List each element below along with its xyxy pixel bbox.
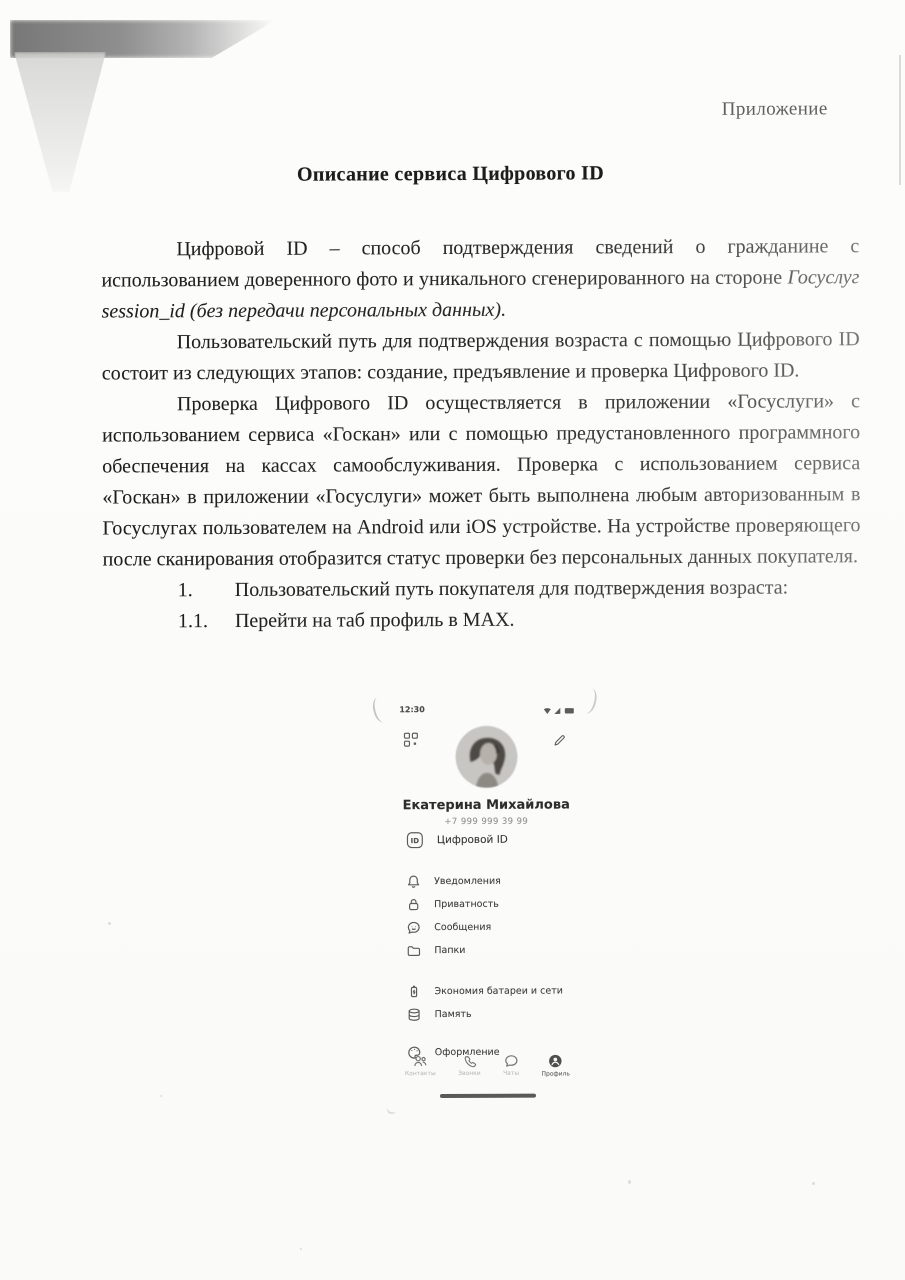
lock-icon (406, 897, 421, 912)
list-number: 1. (177, 579, 193, 602)
menu-label: Оформление (434, 1046, 500, 1058)
menu-item-messages (406, 917, 491, 937)
menu-item-folders (406, 940, 465, 960)
profile-icon (548, 1054, 563, 1069)
menu-label: Уведомления (434, 875, 501, 887)
status-time: 12:30 (399, 705, 425, 715)
menu-label: Приватность (434, 898, 499, 910)
menu-item-privacy (406, 894, 499, 914)
pencil-mark-bottom (385, 1101, 398, 1116)
wifi-signal-battery-icons (542, 705, 576, 715)
tab-label: Контакты (404, 1070, 436, 1078)
list-text: Перейти на таб профиль в MAX. (234, 608, 515, 632)
phone-screenshot (383, 695, 590, 1110)
menu-item-notifications (406, 871, 501, 891)
list-text: Пользовательский путь покупателя для подтверждения возраста: (234, 576, 789, 601)
menu-label: Сообщения (434, 921, 492, 933)
tab-chats (503, 1054, 519, 1078)
home-indicator (439, 1094, 535, 1098)
tab-calls (458, 1054, 481, 1078)
paragraph-1-text: Цифровой ID – способ подтверждения сведений о гражданине с использованием доверенного фото и уникального сгенерированного на стороне (101, 235, 860, 292)
tab-bar (397, 1053, 578, 1078)
signal-icon (554, 708, 560, 714)
list-number: 1.1. (177, 610, 208, 633)
bell-icon (406, 874, 421, 889)
menu-item-battery-saver (406, 981, 562, 1002)
storage-icon (407, 1007, 422, 1022)
tab-profile (541, 1053, 570, 1077)
menu-item-digital-id (406, 830, 508, 850)
contacts-icon (413, 1054, 428, 1068)
tab-contacts (405, 1054, 436, 1078)
paragraph-1 (101, 231, 859, 327)
tab-label: Чаты (503, 1069, 520, 1077)
chat-smile-icon (406, 920, 421, 935)
list-item-1-1 (103, 603, 861, 637)
folder-icon (406, 943, 421, 958)
wifi-icon (544, 708, 551, 714)
status-icons (542, 705, 576, 715)
battery-save-icon (406, 984, 421, 999)
menu-label: Папки (434, 944, 466, 956)
pencil-mark-left (370, 694, 394, 724)
paragraph-3: Проверка Цифрового ID осуществляется в приложении «Госуслуги» с использованием сервиса «Госкан» или с помощью предустановленного программного обеспечения на кассах самообслуживания. Проверка с использованием сервиса «Госкан» в приложении «Госуслуги» может быть выполнена любым авторизованным в Госуслугах пользователем на Android или iOS устройстве. На устройстве проверяющего после сканирования отобразится статус проверки без персональных данных покупателя. (102, 386, 861, 575)
tab-label: Профиль (541, 1070, 570, 1078)
battery-icon (565, 708, 574, 713)
menu-label: Память (434, 1008, 472, 1020)
menu-item-memory (407, 1004, 472, 1024)
calls-icon (462, 1054, 476, 1068)
profile-name: Екатерина Михайлова (402, 797, 570, 814)
chats-icon (503, 1054, 518, 1068)
paragraph-1-italic: Госуслуг session_id (без передачи персональных данных). (101, 266, 860, 323)
tab-label: Звонки (458, 1069, 481, 1077)
edit-pencil-icon (552, 734, 566, 748)
paragraph-2: Пользовательский путь для подтверждения возраста с помощью Цифрового ID состоит из следующих этапов: создание, предъявление и проверка Цифрового ID. (102, 324, 860, 389)
appendix-label: Приложение (721, 98, 828, 120)
document-body (101, 231, 861, 637)
document-title: Описание сервиса Цифрового ID (296, 162, 604, 186)
menu-label: Экономия батареи и сети (434, 985, 563, 997)
svg-text:ID: ID (410, 837, 420, 846)
qr-code-icon (403, 732, 418, 747)
pencil-mark-right (575, 686, 599, 716)
profile-phone-number: +7 999 999 39 99 (444, 816, 529, 828)
menu-label: Цифровой ID (436, 833, 508, 847)
list-item-1 (103, 572, 861, 606)
id-badge-icon (406, 831, 424, 849)
avatar (455, 726, 517, 788)
